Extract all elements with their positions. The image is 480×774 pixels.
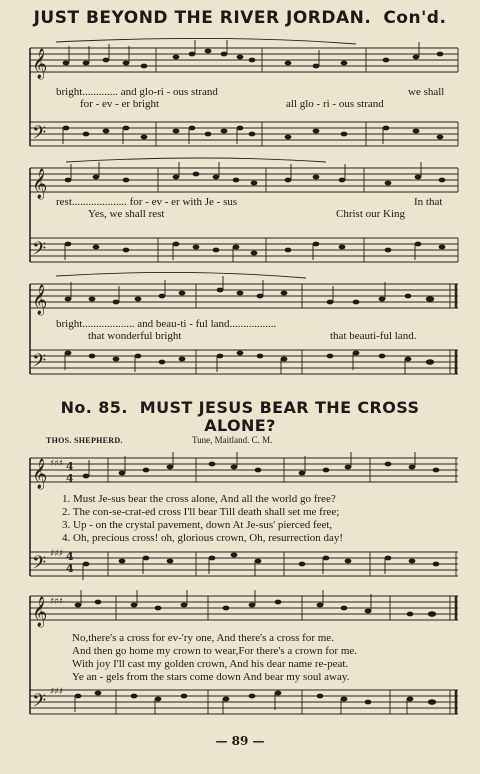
- hymn-title-line-2: ALONE?: [204, 416, 276, 435]
- hymn-tune: Tune, Maitland. C. M.: [192, 435, 273, 445]
- lyric-line: rest.................... for - ev - er with Je - sus: [56, 196, 238, 208]
- svg-text:𝄞: 𝄞: [32, 285, 48, 315]
- verse-line: 4. Oh, precious cross! oh, glorious crown, Oh, resurrection day!: [62, 532, 344, 544]
- continued-song-title: [0, 8, 480, 28]
- lyric-line: we shall: [408, 86, 445, 98]
- verse-line: 1. Must Je-sus bear the cross alone, And all the world go free?: [62, 493, 336, 505]
- hymn-title: MUST JESUS BEAR THE CROSS: [139, 398, 420, 417]
- svg-text:4: 4: [66, 472, 74, 485]
- verse-line: And then go home my crown to wear,For there's a crown for me.: [72, 645, 358, 657]
- lyric-line: bright............. and glo-ri - ous strand: [56, 86, 218, 98]
- lyric-line: all glo - ri - ous strand: [286, 98, 384, 110]
- svg-text:𝄢: 𝄢: [32, 239, 47, 264]
- svg-text:𝄞: 𝄞: [32, 597, 48, 627]
- verse-line: Ye an - gels from the stars come down And bear my soul away.: [72, 671, 350, 683]
- lyric-line: Christ our King: [336, 208, 406, 220]
- hymn-author: THOS. SHEPHERD.: [46, 436, 123, 445]
- lyric-line: that wonderful bright: [88, 330, 182, 342]
- page-number: — 89 —: [215, 734, 265, 748]
- lyric-line: that beauti-ful land.: [330, 330, 417, 342]
- svg-text:𝄞: 𝄞: [32, 459, 48, 489]
- song-title-text: JUST BEYOND THE RIVER JORDAN.: [33, 8, 372, 28]
- svg-text:♯♯♯: ♯♯♯: [50, 549, 64, 559]
- svg-text:𝄢: 𝄢: [32, 351, 47, 376]
- svg-text:4: 4: [66, 550, 74, 563]
- verse-line: With joy I'll cast my golden crown, And his dear name re-peat.: [72, 658, 349, 670]
- continued-marker: Con'd.: [383, 8, 447, 28]
- svg-text:4: 4: [66, 562, 74, 575]
- svg-text:♯♯♯: ♯♯♯: [50, 687, 64, 697]
- svg-text:𝄢: 𝄢: [32, 691, 47, 716]
- svg-text:♯♯♯: ♯♯♯: [50, 459, 64, 469]
- svg-text:♯♯♯: ♯♯♯: [50, 597, 64, 607]
- svg-text:𝄢: 𝄢: [32, 553, 47, 578]
- lyric-line: for - ev - er bright: [80, 98, 160, 110]
- hymn-music-system-2: [26, 584, 462, 730]
- svg-text:4: 4: [66, 460, 74, 473]
- hymn-title-line-1: [0, 398, 480, 417]
- verse-line: No,there's a cross for ev-'ry one, And there's a cross for me.: [72, 632, 334, 644]
- lyric-line: In that: [414, 196, 443, 208]
- lyric-line: Yes, we shall rest: [88, 208, 165, 220]
- svg-text:𝄢: 𝄢: [32, 123, 47, 148]
- svg-text:𝄞: 𝄞: [32, 169, 48, 199]
- svg-text:𝄞: 𝄞: [32, 49, 48, 79]
- lyric-line: bright................... and beau-ti - ful land.................: [56, 318, 277, 330]
- hymn-number: No. 85.: [60, 398, 128, 417]
- verse-line: 2. The con-se-crat-ed cross I'll bear Till death shall set me free;: [62, 506, 340, 518]
- verse-line: 3. Up - on the crystal pavement, down At Je-sus' pierced feet,: [62, 519, 333, 531]
